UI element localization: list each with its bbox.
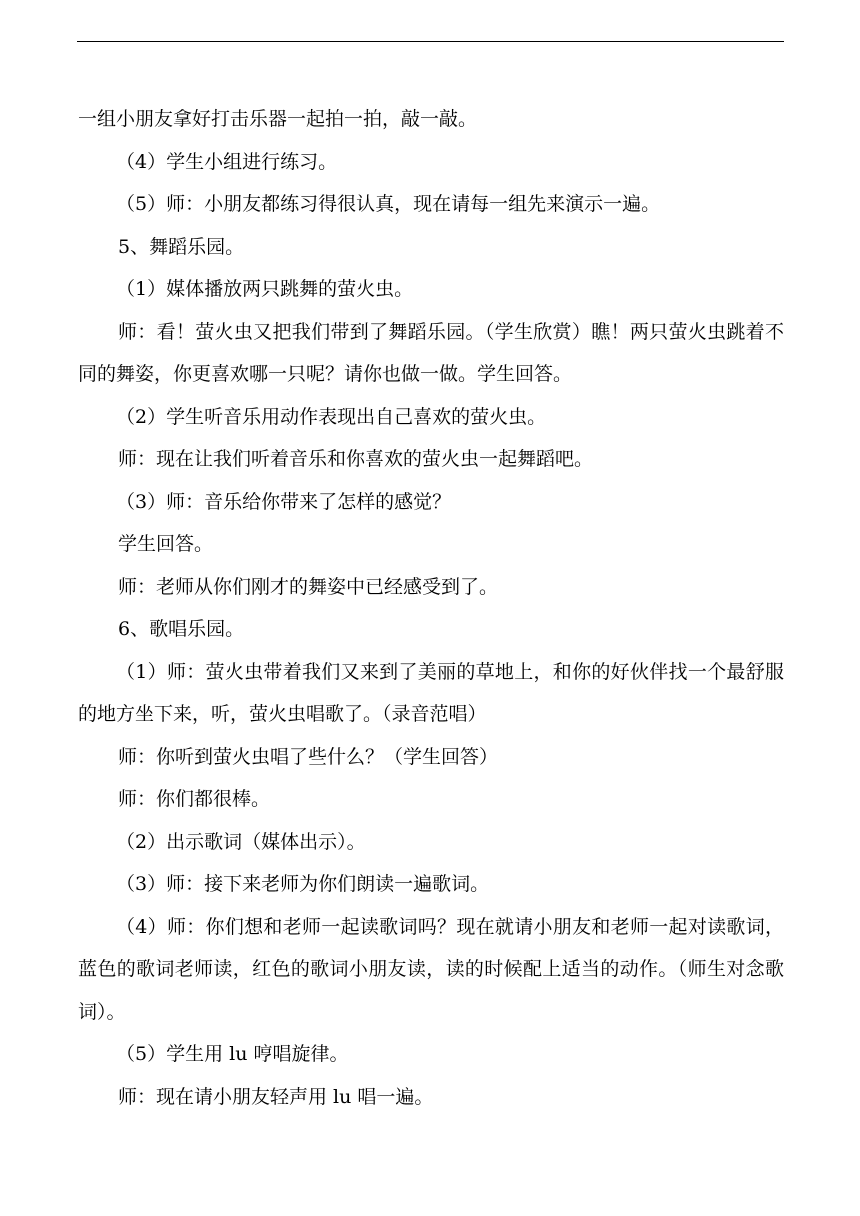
document-body bbox=[78, 98, 784, 1118]
paragraph-teacher-felt: 师：老师从你们刚才的舞姿中已经感受到了。 bbox=[118, 575, 499, 598]
section-heading-singing-park: 6、歌唱乐园。 bbox=[118, 618, 245, 640]
paragraph-continuation: 一组小朋友拿好打击乐器一起拍一拍，敲一敲。 bbox=[78, 108, 478, 130]
header-rule bbox=[77, 41, 784, 42]
paragraph-step-4-practice: （4）学生小组进行练习。 bbox=[116, 150, 338, 173]
paragraph-dance-3: （3）师：音乐给你带来了怎样的感觉？ bbox=[116, 490, 452, 513]
paragraph-singing-4: （4）师：你们想和老师一起读歌词吗？现在就请小朋友和老师一起对读歌词，蓝色的歌词老师读，红色的歌词小朋友读，读的时候配上适当的动作。（师生对念歌词）。 bbox=[78, 915, 784, 1023]
paragraph-singing-2: （2）出示歌词（媒体出示）。 bbox=[116, 830, 366, 853]
paragraph-singing-teacher-question: 师：你听到萤火虫唱了些什么？（学生回答） bbox=[118, 745, 499, 768]
paragraph-dance-teacher-look: 师：看！萤火虫又把我们带到了舞蹈乐园。（学生欣赏）瞧！两只萤火虫跳着不同的舞姿，你更喜欢哪一只呢？请你也做一做。学生回答。 bbox=[78, 320, 784, 385]
section-heading-dance-park: 5、舞蹈乐园。 bbox=[118, 235, 245, 258]
paragraph-dance-1: （1）媒体播放两只跳舞的萤火虫。 bbox=[116, 278, 414, 300]
paragraph-step-5-demo: （5）师：小朋友都练习得很认真，现在请每一组先来演示一遍。 bbox=[116, 193, 661, 215]
paragraph-singing-1: （1）师：萤火虫带着我们又来到了美丽的草地上，和你的好伙伴找一个最舒服的地方坐下来，听，萤火虫唱歌了。（录音范唱） bbox=[78, 660, 784, 725]
paragraph-student-answer: 学生回答。 bbox=[118, 533, 214, 555]
paragraph-singing-3: （3）师：接下来老师为你们朗读一遍歌词。 bbox=[116, 873, 490, 895]
paragraph-singing-teacher-lu: 师：现在请小朋友轻声用 lu 唱一遍。 bbox=[118, 1085, 434, 1108]
paragraph-dance-teacher-music: 师：现在让我们听着音乐和你喜欢的萤火虫一起舞蹈吧。 bbox=[118, 448, 594, 470]
paragraph-singing-teacher-praise: 师：你们都很棒。 bbox=[118, 788, 271, 810]
paragraph-singing-5: （5）学生用 lu 哼唱旋律。 bbox=[116, 1043, 349, 1065]
paragraph-dance-2: （2）学生听音乐用动作表现出自己喜欢的萤火虫。 bbox=[116, 405, 547, 428]
